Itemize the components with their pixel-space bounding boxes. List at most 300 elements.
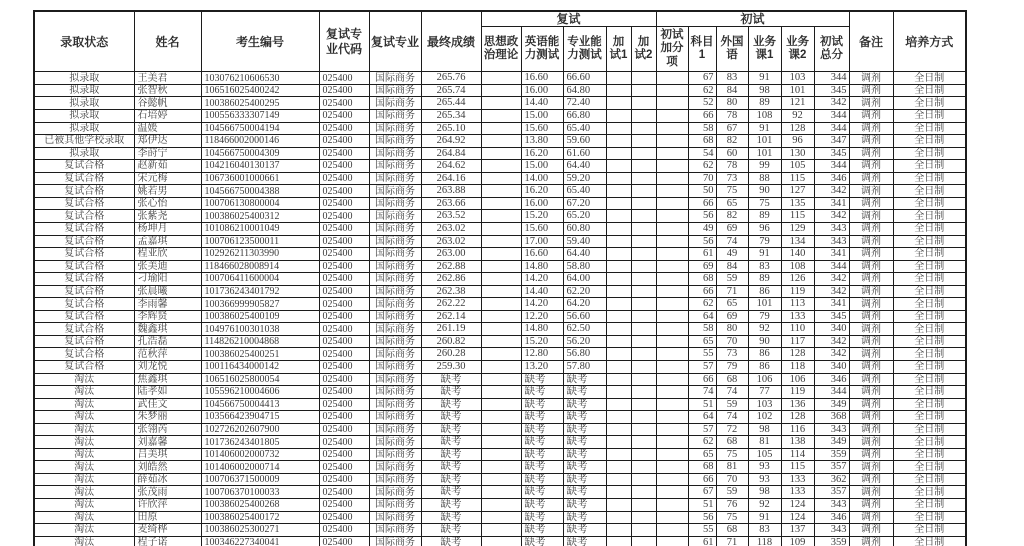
- cell-retest-major: 国际商务: [369, 160, 421, 173]
- cell-initial-bonus: [656, 298, 688, 311]
- cell-retest-major-code: 025400: [319, 135, 369, 148]
- cell-english-test: 14.00: [521, 172, 563, 185]
- cell-initial-bonus: [656, 386, 688, 399]
- cell-initial-bonus: [656, 135, 688, 148]
- cell-foreign-language: 75: [716, 511, 748, 524]
- cell-remarks: 调剂: [849, 486, 893, 499]
- cell-politics: [481, 473, 521, 486]
- cell-extra-test-2: [631, 398, 656, 411]
- col-header-retest-major-code: 复试专业代码: [319, 11, 369, 72]
- cell-initial-total: 341: [814, 248, 849, 261]
- cell-name: 陆孝如: [134, 386, 201, 399]
- cell-politics: [481, 348, 521, 361]
- cell-course-2: 109: [781, 536, 814, 546]
- cell-professional-test: 62.50: [563, 323, 606, 336]
- cell-retest-major-code: 025400: [319, 298, 369, 311]
- cell-retest-major-code: 025400: [319, 260, 369, 273]
- cell-course-1: 90: [748, 335, 781, 348]
- col-header-remarks: 备注: [849, 11, 893, 72]
- cell-extra-test-1: [606, 348, 631, 361]
- cell-retest-major-code: 025400: [319, 323, 369, 336]
- cell-candidate-id: 106516025400242: [201, 84, 319, 97]
- cell-english-test: 12.80: [521, 348, 563, 361]
- cell-candidate-id: 101406002000714: [201, 461, 319, 474]
- cell-status: 复试合格: [34, 248, 134, 261]
- cell-status: 淘汰: [34, 498, 134, 511]
- cell-politics: [481, 536, 521, 546]
- cell-candidate-id: 104216040130137: [201, 160, 319, 173]
- cell-training-mode: 全日制: [893, 360, 966, 373]
- cell-retest-major: 国际商务: [369, 84, 421, 97]
- cell-extra-test-1: [606, 423, 631, 436]
- cell-final-score: 265.34: [421, 110, 481, 123]
- table-row: [34, 486, 966, 499]
- cell-retest-major-code: 025400: [319, 248, 369, 261]
- cell-initial-bonus: [656, 197, 688, 210]
- cell-training-mode: 全日制: [893, 248, 966, 261]
- cell-course-2: 130: [781, 147, 814, 160]
- cell-course-1: 108: [748, 110, 781, 123]
- cell-extra-test-1: [606, 122, 631, 135]
- cell-politics: [481, 398, 521, 411]
- cell-final-score: 262.38: [421, 285, 481, 298]
- cell-training-mode: 全日制: [893, 273, 966, 286]
- table-row: [34, 436, 966, 449]
- cell-course-2: 128: [781, 348, 814, 361]
- cell-initial-total: 343: [814, 423, 849, 436]
- cell-status: 淘汰: [34, 524, 134, 537]
- cell-candidate-id: 114826210004868: [201, 335, 319, 348]
- cell-candidate-id: 101736243401792: [201, 285, 319, 298]
- table-row: [34, 310, 966, 323]
- cell-politics: [481, 423, 521, 436]
- cell-initial-total: 340: [814, 360, 849, 373]
- cell-status: 淘汰: [34, 373, 134, 386]
- cell-extra-test-2: [631, 461, 656, 474]
- cell-foreign-language: 69: [716, 310, 748, 323]
- cell-status: 复试合格: [34, 210, 134, 223]
- cell-subject-1: 61: [688, 248, 716, 261]
- cell-initial-total: 349: [814, 436, 849, 449]
- cell-retest-major: 国际商务: [369, 486, 421, 499]
- cell-retest-major: 国际商务: [369, 524, 421, 537]
- cell-remarks: 调剂: [849, 310, 893, 323]
- cell-english-test: 15.00: [521, 160, 563, 173]
- cell-professional-test: 缺考: [563, 511, 606, 524]
- cell-professional-test: 65.40: [563, 122, 606, 135]
- cell-course-2: 124: [781, 511, 814, 524]
- cell-initial-bonus: [656, 310, 688, 323]
- cell-final-score: 264.92: [421, 135, 481, 148]
- cell-training-mode: 全日制: [893, 298, 966, 311]
- cell-retest-major: 国际商务: [369, 536, 421, 546]
- cell-remarks: 调剂: [849, 172, 893, 185]
- cell-foreign-language: 73: [716, 348, 748, 361]
- cell-extra-test-1: [606, 411, 631, 424]
- cell-foreign-language: 82: [716, 210, 748, 223]
- cell-professional-test: 59.20: [563, 172, 606, 185]
- cell-initial-bonus: [656, 398, 688, 411]
- cell-subject-1: 55: [688, 524, 716, 537]
- cell-professional-test: 缺考: [563, 373, 606, 386]
- cell-subject-1: 67: [688, 486, 716, 499]
- cell-retest-major-code: 025400: [319, 486, 369, 499]
- cell-extra-test-2: [631, 411, 656, 424]
- table-row: [34, 461, 966, 474]
- cell-name: 李辉贤: [134, 310, 201, 323]
- cell-extra-test-2: [631, 285, 656, 298]
- cell-politics: [481, 197, 521, 210]
- cell-politics: [481, 210, 521, 223]
- cell-retest-major: 国际商务: [369, 210, 421, 223]
- cell-retest-major: 国际商务: [369, 498, 421, 511]
- cell-status: 复试合格: [34, 360, 134, 373]
- cell-subject-1: 54: [688, 147, 716, 160]
- cell-status: 拟录取: [34, 122, 134, 135]
- cell-remarks: 调剂: [849, 473, 893, 486]
- cell-course-1: 81: [748, 436, 781, 449]
- cell-initial-total: 344: [814, 160, 849, 173]
- cell-candidate-id: 118466002000146: [201, 135, 319, 148]
- cell-retest-major: 国际商务: [369, 197, 421, 210]
- cell-extra-test-2: [631, 235, 656, 248]
- cell-initial-bonus: [656, 411, 688, 424]
- cell-initial-total: 342: [814, 273, 849, 286]
- cell-course-2: 119: [781, 285, 814, 298]
- cell-final-score: 263.00: [421, 248, 481, 261]
- cell-retest-major: 国际商务: [369, 348, 421, 361]
- cell-extra-test-2: [631, 147, 656, 160]
- cell-initial-total: 359: [814, 448, 849, 461]
- cell-retest-major: 国际商务: [369, 461, 421, 474]
- cell-retest-major: 国际商务: [369, 122, 421, 135]
- cell-status: 淘汰: [34, 436, 134, 449]
- cell-initial-bonus: [656, 172, 688, 185]
- cell-extra-test-1: [606, 248, 631, 261]
- cell-final-score: 260.28: [421, 348, 481, 361]
- cell-politics: [481, 436, 521, 449]
- cell-course-1: 91: [748, 511, 781, 524]
- cell-retest-major: 国际商务: [369, 373, 421, 386]
- cell-extra-test-2: [631, 197, 656, 210]
- cell-candidate-id: 106516025800054: [201, 373, 319, 386]
- cell-course-1: 86: [748, 285, 781, 298]
- cell-foreign-language: 71: [716, 285, 748, 298]
- cell-name: 谷懿帆: [134, 97, 201, 110]
- table-row: [34, 348, 966, 361]
- cell-training-mode: 全日制: [893, 135, 966, 148]
- cell-extra-test-1: [606, 323, 631, 336]
- cell-training-mode: 全日制: [893, 486, 966, 499]
- cell-course-2: 127: [781, 185, 814, 198]
- cell-status: 拟录取: [34, 72, 134, 85]
- cell-course-2: 117: [781, 335, 814, 348]
- cell-training-mode: 全日制: [893, 197, 966, 210]
- cell-status: 复试合格: [34, 260, 134, 273]
- table-row: [34, 335, 966, 348]
- cell-remarks: 调剂: [849, 197, 893, 210]
- cell-remarks: 调剂: [849, 360, 893, 373]
- cell-course-2: 129: [781, 222, 814, 235]
- cell-candidate-id: 100386025400172: [201, 511, 319, 524]
- cell-course-2: 133: [781, 310, 814, 323]
- cell-extra-test-1: [606, 285, 631, 298]
- cell-training-mode: 全日制: [893, 122, 966, 135]
- cell-initial-total: 368: [814, 411, 849, 424]
- cell-name: 宋元梅: [134, 172, 201, 185]
- cell-course-2: 128: [781, 122, 814, 135]
- col-header-retest-major: 复试专业: [369, 11, 421, 72]
- cell-extra-test-2: [631, 486, 656, 499]
- cell-retest-major: 国际商务: [369, 448, 421, 461]
- cell-extra-test-2: [631, 110, 656, 123]
- cell-extra-test-1: [606, 486, 631, 499]
- cell-extra-test-1: [606, 524, 631, 537]
- cell-name: 范秋萍: [134, 348, 201, 361]
- cell-final-score: 263.66: [421, 197, 481, 210]
- cell-initial-total: 342: [814, 210, 849, 223]
- cell-retest-major: 国际商务: [369, 135, 421, 148]
- cell-politics: [481, 72, 521, 85]
- table-row: [34, 360, 966, 373]
- cell-final-score: 262.88: [421, 260, 481, 273]
- cell-initial-bonus: [656, 210, 688, 223]
- cell-course-1: 75: [748, 197, 781, 210]
- cell-remarks: 调剂: [849, 248, 893, 261]
- cell-final-score: 263.52: [421, 210, 481, 223]
- cell-retest-major: 国际商务: [369, 248, 421, 261]
- cell-final-score: 260.82: [421, 335, 481, 348]
- cell-foreign-language: 59: [716, 486, 748, 499]
- cell-initial-bonus: [656, 97, 688, 110]
- cell-professional-test: 56.80: [563, 348, 606, 361]
- cell-retest-major-code: 025400: [319, 473, 369, 486]
- cell-retest-major-code: 025400: [319, 511, 369, 524]
- cell-course-1: 77: [748, 386, 781, 399]
- cell-remarks: 调剂: [849, 210, 893, 223]
- cell-candidate-id: 100706370100033: [201, 486, 319, 499]
- cell-remarks: 调剂: [849, 110, 893, 123]
- cell-initial-bonus: [656, 160, 688, 173]
- cell-english-test: 13.80: [521, 135, 563, 148]
- cell-extra-test-2: [631, 335, 656, 348]
- cell-politics: [481, 511, 521, 524]
- cell-final-score: 259.30: [421, 360, 481, 373]
- cell-foreign-language: 72: [716, 423, 748, 436]
- cell-subject-1: 56: [688, 511, 716, 524]
- cell-candidate-id: 100386025400109: [201, 310, 319, 323]
- cell-course-1: 83: [748, 260, 781, 273]
- cell-english-test: 15.60: [521, 222, 563, 235]
- cell-training-mode: 全日制: [893, 524, 966, 537]
- cell-candidate-id: 100386025400251: [201, 348, 319, 361]
- cell-extra-test-1: [606, 222, 631, 235]
- cell-professional-test: 65.20: [563, 210, 606, 223]
- cell-name: 孟嘉琪: [134, 235, 201, 248]
- cell-professional-test: 缺考: [563, 436, 606, 449]
- cell-extra-test-2: [631, 511, 656, 524]
- cell-name: 刁瑜阳: [134, 273, 201, 286]
- cell-retest-major: 国际商务: [369, 110, 421, 123]
- cell-remarks: 调剂: [849, 461, 893, 474]
- cell-politics: [481, 310, 521, 323]
- col-header-course-1: 业务课1: [748, 27, 781, 72]
- cell-course-2: 124: [781, 498, 814, 511]
- cell-training-mode: 全日制: [893, 461, 966, 474]
- cell-candidate-id: 100386025400268: [201, 498, 319, 511]
- cell-name: 郑伊达: [134, 135, 201, 148]
- cell-extra-test-2: [631, 122, 656, 135]
- cell-initial-total: 344: [814, 72, 849, 85]
- cell-training-mode: 全日制: [893, 160, 966, 173]
- cell-final-score: 缺考: [421, 524, 481, 537]
- cell-retest-major-code: 025400: [319, 448, 369, 461]
- cell-professional-test: 缺考: [563, 386, 606, 399]
- cell-name: 麦绮桦: [134, 524, 201, 537]
- cell-retest-major-code: 025400: [319, 411, 369, 424]
- cell-foreign-language: 78: [716, 160, 748, 173]
- table-row: [34, 273, 966, 286]
- cell-politics: [481, 335, 521, 348]
- cell-foreign-language: 68: [716, 524, 748, 537]
- cell-subject-1: 56: [688, 235, 716, 248]
- cell-english-test: 缺考: [521, 411, 563, 424]
- cell-name: 朱梦丽: [134, 411, 201, 424]
- cell-subject-1: 66: [688, 285, 716, 298]
- cell-training-mode: 全日制: [893, 423, 966, 436]
- cell-retest-major: 国际商务: [369, 72, 421, 85]
- cell-retest-major-code: 025400: [319, 461, 369, 474]
- cell-extra-test-1: [606, 72, 631, 85]
- cell-initial-bonus: [656, 235, 688, 248]
- cell-english-test: 12.20: [521, 310, 563, 323]
- cell-name: 吕美琪: [134, 448, 201, 461]
- admission-results-table: [33, 10, 967, 546]
- cell-english-test: 16.60: [521, 72, 563, 85]
- cell-remarks: 调剂: [849, 498, 893, 511]
- cell-retest-major-code: 025400: [319, 110, 369, 123]
- cell-english-test: 14.80: [521, 323, 563, 336]
- col-header-subject-1: 科目1: [688, 27, 716, 72]
- cell-remarks: 调剂: [849, 72, 893, 85]
- cell-english-test: 13.20: [521, 360, 563, 373]
- cell-extra-test-1: [606, 298, 631, 311]
- cell-retest-major: 国际商务: [369, 436, 421, 449]
- cell-extra-test-1: [606, 172, 631, 185]
- cell-professional-test: 72.40: [563, 97, 606, 110]
- cell-retest-major: 国际商务: [369, 310, 421, 323]
- cell-subject-1: 70: [688, 172, 716, 185]
- cell-subject-1: 65: [688, 335, 716, 348]
- cell-training-mode: 全日制: [893, 310, 966, 323]
- cell-remarks: 调剂: [849, 122, 893, 135]
- cell-course-1: 96: [748, 222, 781, 235]
- cell-politics: [481, 373, 521, 386]
- cell-course-1: 99: [748, 160, 781, 173]
- col-header-extra-test-1: 加试1: [606, 27, 631, 72]
- table-row: [34, 473, 966, 486]
- cell-initial-bonus: [656, 423, 688, 436]
- cell-name: 李莳宁: [134, 147, 201, 160]
- table-row: [34, 172, 966, 185]
- cell-name: 张紫尧: [134, 210, 201, 223]
- cell-course-2: 133: [781, 486, 814, 499]
- cell-extra-test-1: [606, 360, 631, 373]
- cell-initial-total: 342: [814, 348, 849, 361]
- cell-extra-test-2: [631, 135, 656, 148]
- cell-extra-test-1: [606, 386, 631, 399]
- cell-name: 刘皓然: [134, 461, 201, 474]
- table-row: [34, 298, 966, 311]
- cell-initial-total: 343: [814, 222, 849, 235]
- cell-politics: [481, 185, 521, 198]
- cell-retest-major: 国际商务: [369, 273, 421, 286]
- cell-english-test: 缺考: [521, 536, 563, 546]
- cell-initial-bonus: [656, 260, 688, 273]
- cell-extra-test-2: [631, 185, 656, 198]
- table-row: [34, 147, 966, 160]
- cell-initial-total: 344: [814, 110, 849, 123]
- cell-initial-total: 341: [814, 197, 849, 210]
- cell-course-2: 115: [781, 210, 814, 223]
- cell-name: 田原: [134, 511, 201, 524]
- cell-course-2: 134: [781, 235, 814, 248]
- cell-initial-total: 342: [814, 97, 849, 110]
- cell-professional-test: 59.40: [563, 235, 606, 248]
- cell-foreign-language: 59: [716, 273, 748, 286]
- cell-retest-major: 国际商务: [369, 147, 421, 160]
- cell-training-mode: 全日制: [893, 536, 966, 546]
- cell-course-2: 113: [781, 298, 814, 311]
- cell-english-test: 缺考: [521, 461, 563, 474]
- cell-subject-1: 62: [688, 84, 716, 97]
- cell-training-mode: 全日制: [893, 235, 966, 248]
- cell-final-score: 缺考: [421, 398, 481, 411]
- col-header-english-test: 英语能力测试: [521, 27, 563, 72]
- cell-extra-test-1: [606, 473, 631, 486]
- cell-extra-test-1: [606, 84, 631, 97]
- cell-foreign-language: 68: [716, 436, 748, 449]
- cell-foreign-language: 76: [716, 498, 748, 511]
- cell-candidate-id: 104566750004194: [201, 122, 319, 135]
- cell-status: 已被其他学校录取: [34, 135, 134, 148]
- cell-retest-major-code: 025400: [319, 235, 369, 248]
- cell-status: 淘汰: [34, 473, 134, 486]
- cell-politics: [481, 260, 521, 273]
- cell-course-1: 88: [748, 172, 781, 185]
- cell-initial-bonus: [656, 498, 688, 511]
- cell-foreign-language: 69: [716, 222, 748, 235]
- cell-course-1: 105: [748, 448, 781, 461]
- cell-remarks: 调剂: [849, 260, 893, 273]
- cell-retest-major-code: 025400: [319, 172, 369, 185]
- cell-extra-test-1: [606, 210, 631, 223]
- cell-extra-test-1: [606, 398, 631, 411]
- cell-english-test: 缺考: [521, 486, 563, 499]
- cell-candidate-id: 100116434000142: [201, 360, 319, 373]
- col-header-training-mode: 培养方式: [893, 11, 966, 72]
- cell-initial-bonus: [656, 285, 688, 298]
- cell-name: 刘嘉馨: [134, 436, 201, 449]
- cell-status: 复试合格: [34, 222, 134, 235]
- cell-english-test: 15.00: [521, 110, 563, 123]
- cell-initial-bonus: [656, 373, 688, 386]
- cell-remarks: 调剂: [849, 185, 893, 198]
- cell-professional-test: 缺考: [563, 423, 606, 436]
- cell-training-mode: 全日制: [893, 323, 966, 336]
- cell-subject-1: 66: [688, 110, 716, 123]
- cell-training-mode: 全日制: [893, 72, 966, 85]
